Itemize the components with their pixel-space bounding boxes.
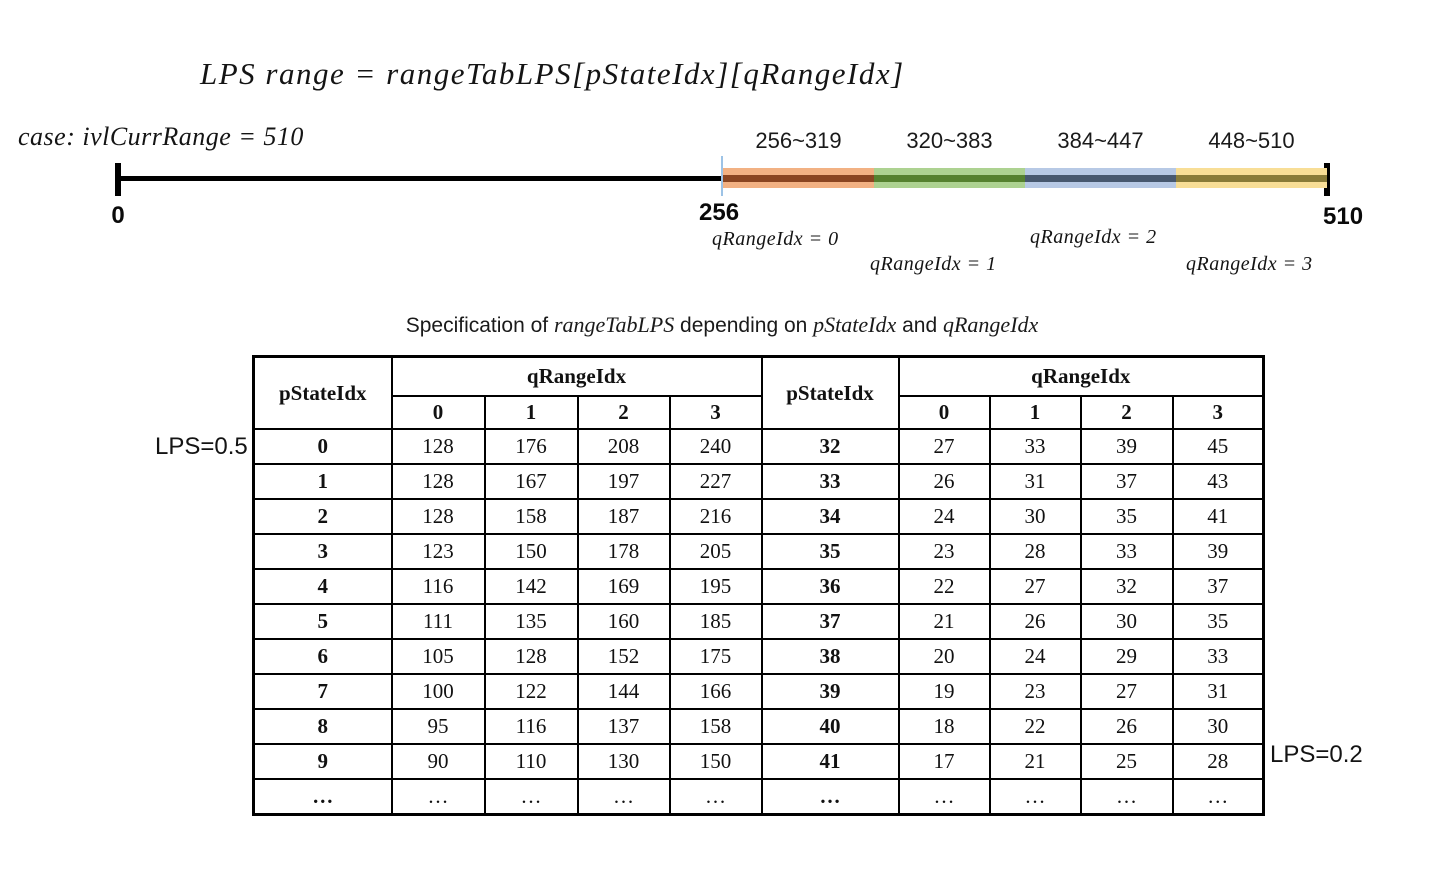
segment-range-label: 320~383 [906, 128, 993, 153]
number-line-510-label: 510 [1323, 203, 1364, 230]
lps-range-value-cell: 23 [899, 534, 990, 569]
lps-range-value-cell: 31 [990, 464, 1081, 499]
lps-range-value-cell: 30 [1081, 604, 1173, 639]
table-row [254, 464, 1264, 499]
qrange-segment-band [723, 168, 874, 188]
lps-range-value-cell: 105 [392, 639, 485, 674]
case-ivlcurrrange-label: case: ivlCurrRange = 510 [18, 122, 304, 151]
pstateidx-cell: 33 [762, 464, 899, 499]
lps-range-value-cell: 27 [899, 429, 990, 464]
range-tab-lps-table [252, 355, 1265, 816]
table-row [254, 674, 1264, 709]
pstateidx-cell: 41 [762, 744, 899, 779]
pstateidx-cell: 35 [762, 534, 899, 569]
lps-range-value-cell: 31 [1173, 674, 1264, 709]
table-title-prefix: Specification of [405, 314, 554, 337]
lps-range-value-cell: 24 [990, 639, 1081, 674]
lps-range-value-cell: … [1081, 779, 1173, 815]
header-row-groups [254, 357, 1264, 397]
lps-range-value-cell: 35 [1173, 604, 1264, 639]
qrange-segment-core [874, 175, 1025, 182]
table-title-mid: depending on [674, 314, 814, 337]
lps-range-value-cell: 18 [899, 709, 990, 744]
table-row [254, 534, 1264, 569]
lps-range-value-cell: 19 [899, 674, 990, 709]
lps-range-value-cell: 158 [485, 499, 578, 534]
pstateidx-cell: 38 [762, 639, 899, 674]
lps-range-value-cell: 208 [578, 429, 670, 464]
table-title-qrangeidx: qRangeIdx [942, 312, 1039, 337]
lps-range-value-cell: 39 [1173, 534, 1264, 569]
lps-range-value-cell: 176 [485, 429, 578, 464]
qrangeidx-col-3-right: 3 [1173, 396, 1264, 429]
segment-range-label: 256~319 [755, 128, 842, 153]
number-line-bar [118, 176, 723, 181]
lps-range-value-cell: 152 [578, 639, 670, 674]
lps-range-value-cell: 216 [670, 499, 762, 534]
lps-range-value-cell: 187 [578, 499, 670, 534]
lps-range-value-cell: 39 [1081, 429, 1173, 464]
lps-range-value-cell: 28 [1173, 744, 1264, 779]
pstateidx-cell: … [762, 779, 899, 815]
pstateidx-cell: … [254, 779, 392, 815]
lps-range-value-cell: 100 [392, 674, 485, 709]
lps-range-value-cell: 142 [485, 569, 578, 604]
lps-range-value-cell: 26 [1081, 709, 1173, 744]
lps-range-value-cell: 21 [899, 604, 990, 639]
lps-range-value-cell: 17 [899, 744, 990, 779]
lps-range-value-cell: 137 [578, 709, 670, 744]
qrangeidx-col-0-left: 0 [392, 396, 485, 429]
number-line-origin-label: 0 [111, 202, 125, 229]
pstateidx-cell: 36 [762, 569, 899, 604]
lps-range-value-cell: 30 [990, 499, 1081, 534]
lps-range-value-cell: 205 [670, 534, 762, 569]
lps-range-value-cell: 227 [670, 464, 762, 499]
qrangeidx-value-label: qRangeIdx = 3 [1186, 253, 1313, 275]
lps-range-value-cell: 43 [1173, 464, 1264, 499]
qrange-segment-band [874, 168, 1025, 188]
lps-range-value-cell: 21 [990, 744, 1081, 779]
pstateidx-cell: 40 [762, 709, 899, 744]
lps-range-value-cell: … [392, 779, 485, 815]
lps-range-value-cell: 22 [899, 569, 990, 604]
lps-range-value-cell: … [899, 779, 990, 815]
lps-range-value-cell: 27 [990, 569, 1081, 604]
pstateidx-cell: 1 [254, 464, 392, 499]
qrange-segment-band [1025, 168, 1176, 188]
lps-range-value-cell: 166 [670, 674, 762, 709]
lps-range-value-cell: 95 [392, 709, 485, 744]
qrangeidx-value-label: qRangeIdx = 0 [712, 228, 839, 250]
lps-range-value-cell: 41 [1173, 499, 1264, 534]
lps-range-value-cell: 169 [578, 569, 670, 604]
lps-range-value-cell: 128 [392, 499, 485, 534]
lps-range-value-cell: … [578, 779, 670, 815]
qrange-segment-core [1025, 175, 1176, 182]
qrangeidx-col-2-left: 2 [578, 396, 670, 429]
table-title [406, 312, 1039, 338]
lps-range-value-cell: 130 [578, 744, 670, 779]
number-line-start-tick [115, 163, 121, 196]
qrangeidx-col-0-right: 0 [899, 396, 990, 429]
qrange-segment-core [1176, 175, 1327, 182]
lps-range-value-cell: 90 [392, 744, 485, 779]
lps-range-value-cell: 33 [990, 429, 1081, 464]
lps-range-value-cell: 26 [990, 604, 1081, 639]
qrangeidx-col-3-left: 3 [670, 396, 762, 429]
lps-0p2-label: LPS=0.2 [1270, 741, 1363, 768]
lps-range-value-cell: 27 [1081, 674, 1173, 709]
lps-0p5-label: LPS=0.5 [155, 433, 248, 460]
pstateidx-cell: 37 [762, 604, 899, 639]
lps-range-value-cell: 29 [1081, 639, 1173, 674]
table-row [254, 429, 1264, 464]
table-row [254, 639, 1264, 674]
table-row [254, 499, 1264, 534]
lps-range-value-cell: 240 [670, 429, 762, 464]
lps-range-value-cell: 150 [670, 744, 762, 779]
lps-range-value-cell: 111 [392, 604, 485, 639]
pstateidx-cell: 7 [254, 674, 392, 709]
pstateidx-header-left: pStateIdx [254, 357, 392, 430]
lps-range-value-cell: 178 [578, 534, 670, 569]
lps-range-value-cell: … [1173, 779, 1264, 815]
segment-range-label: 448~510 [1208, 128, 1295, 153]
pstateidx-cell: 9 [254, 744, 392, 779]
table-title-conj: and [896, 314, 943, 337]
table-row [254, 744, 1264, 779]
lps-range-value-cell: 28 [990, 534, 1081, 569]
pstateidx-cell: 5 [254, 604, 392, 639]
table-row [254, 604, 1264, 639]
range-table-body [254, 429, 1264, 815]
lps-range-value-cell: 123 [392, 534, 485, 569]
qrangeidx-value-label: qRangeIdx = 2 [1030, 226, 1157, 248]
qrange-segment-band [1176, 168, 1327, 188]
lps-range-value-cell: 195 [670, 569, 762, 604]
pstateidx-cell: 32 [762, 429, 899, 464]
lps-range-value-cell: 116 [392, 569, 485, 604]
lps-range-value-cell: 26 [899, 464, 990, 499]
lps-range-value-cell: 197 [578, 464, 670, 499]
lps-range-value-cell: 122 [485, 674, 578, 709]
lps-range-value-cell: … [990, 779, 1081, 815]
header-row-subindices [254, 396, 1264, 429]
pstateidx-cell: 34 [762, 499, 899, 534]
qrangeidx-header-right: qRangeIdx [899, 357, 1264, 397]
pstateidx-cell: 8 [254, 709, 392, 744]
table-row [254, 569, 1264, 604]
lps-range-value-cell: 128 [392, 464, 485, 499]
qrangeidx-col-1-left: 1 [485, 396, 578, 429]
lps-range-value-cell: 128 [392, 429, 485, 464]
lps-range-value-cell: 33 [1081, 534, 1173, 569]
lps-range-value-cell: 33 [1173, 639, 1264, 674]
lps-range-value-cell: … [670, 779, 762, 815]
lps-range-value-cell: 45 [1173, 429, 1264, 464]
lps-range-value-cell: 135 [485, 604, 578, 639]
qrangeidx-col-1-right: 1 [990, 396, 1081, 429]
lps-range-value-cell: … [485, 779, 578, 815]
qrange-segment-core [723, 175, 874, 182]
pstateidx-cell: 0 [254, 429, 392, 464]
pstateidx-cell: 39 [762, 674, 899, 709]
table-row [254, 709, 1264, 744]
lps-range-value-cell: 116 [485, 709, 578, 744]
lps-range-value-cell: 24 [899, 499, 990, 534]
lps-range-value-cell: 32 [1081, 569, 1173, 604]
table-title-pstateidx: pStateIdx [813, 312, 897, 337]
lps-range-value-cell: 23 [990, 674, 1081, 709]
lps-range-value-cell: 160 [578, 604, 670, 639]
qrangeidx-col-2-right: 2 [1081, 396, 1173, 429]
lps-range-value-cell: 150 [485, 534, 578, 569]
lps-range-value-cell: 25 [1081, 744, 1173, 779]
lps-range-value-cell: 37 [1173, 569, 1264, 604]
qrangeidx-value-label: qRangeIdx = 1 [870, 253, 997, 275]
lps-range-value-cell: 185 [670, 604, 762, 639]
table-row [254, 779, 1264, 815]
pstateidx-cell: 4 [254, 569, 392, 604]
lps-range-value-cell: 30 [1173, 709, 1264, 744]
pstateidx-cell: 2 [254, 499, 392, 534]
lps-range-formula: LPS range = rangeTabLPS[pStateIdx][qRangeIdx] [200, 56, 905, 91]
lps-range-value-cell: 167 [485, 464, 578, 499]
pstateidx-header-right: pStateIdx [762, 357, 899, 430]
lps-range-value-cell: 158 [670, 709, 762, 744]
pstateidx-cell: 6 [254, 639, 392, 674]
lps-range-value-cell: 128 [485, 639, 578, 674]
segment-range-label: 384~447 [1057, 128, 1144, 153]
lps-range-value-cell: 175 [670, 639, 762, 674]
number-line-256-label: 256 [699, 199, 740, 226]
lps-range-value-cell: 20 [899, 639, 990, 674]
lps-range-value-cell: 37 [1081, 464, 1173, 499]
pstateidx-cell: 3 [254, 534, 392, 569]
lps-range-value-cell: 144 [578, 674, 670, 709]
lps-range-value-cell: 35 [1081, 499, 1173, 534]
qrangeidx-header-left: qRangeIdx [392, 357, 762, 397]
lps-range-value-cell: 22 [990, 709, 1081, 744]
table-title-rangetablps: rangeTabLPS [553, 312, 675, 337]
lps-range-value-cell: 110 [485, 744, 578, 779]
